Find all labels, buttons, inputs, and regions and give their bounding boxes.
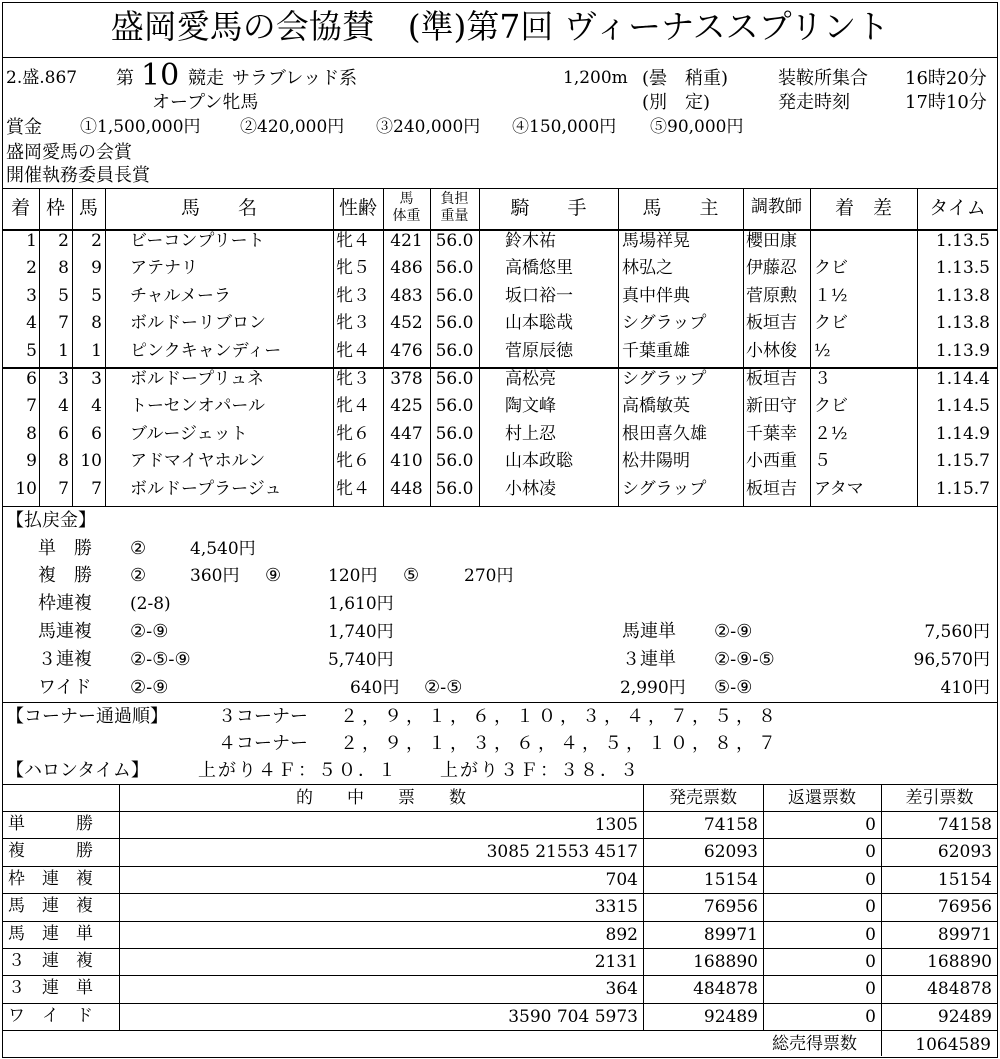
- result-waku: 4: [58, 396, 69, 416]
- start-time: 17時10分: [905, 92, 987, 113]
- total-label: 総売得票数: [772, 1034, 857, 1054]
- result-rank: 6: [26, 369, 37, 389]
- furlong-last4f: 上がり４Ｆ：５０．１: [198, 760, 398, 781]
- result-owner: 高橋敏英: [622, 396, 690, 416]
- race-number: 10: [141, 58, 180, 93]
- ticket-net: 89971: [937, 925, 992, 945]
- result-wt: 56.0: [435, 479, 474, 499]
- result-waku: 3: [58, 369, 69, 389]
- result-jockey: 鈴木祐: [505, 231, 556, 251]
- result-sexage: 牝６: [336, 424, 370, 444]
- result-horse: アテナリ: [130, 258, 198, 278]
- result-sexage: 牝４: [336, 396, 370, 416]
- result-horse: チャルメーラ: [130, 286, 231, 306]
- header-jockey: 騎 手: [510, 197, 587, 219]
- result-rank: 10: [15, 479, 37, 499]
- ticket-hits: 3085 21553 4517: [486, 842, 638, 862]
- result-uma: 3: [91, 369, 102, 389]
- result-bw: 483: [390, 286, 423, 306]
- result-waku: 8: [58, 258, 69, 278]
- umatan-combo: ②-⑨: [714, 621, 753, 642]
- prize-label: 賞金: [6, 117, 42, 138]
- ticket-hits: 704: [605, 870, 638, 890]
- ticket-type: ワ イ ド: [8, 1006, 93, 1026]
- result-owner: シグラップ: [622, 313, 707, 333]
- result-time: 1.13.8: [935, 286, 990, 306]
- result-bw: 410: [390, 451, 423, 471]
- result-rank: 3: [26, 286, 37, 306]
- result-horse: ボルドーリブロン: [130, 313, 266, 333]
- header-waku: 枠: [45, 197, 65, 219]
- race-weight-rule: (別 定): [642, 92, 711, 113]
- result-waku: 8: [58, 451, 69, 471]
- ticket-sold: 62093: [703, 842, 758, 862]
- wide-combo-2: ②-⑤: [424, 677, 463, 698]
- result-trainer: 櫻田康: [746, 231, 797, 251]
- result-uma: 10: [80, 451, 102, 471]
- result-trainer: 板垣吉: [746, 369, 797, 389]
- result-waku: 2: [58, 231, 69, 251]
- result-sexage: 牝５: [336, 258, 370, 278]
- result-wt: 56.0: [435, 451, 474, 471]
- result-bw: 452: [390, 313, 423, 333]
- header-uma: 馬: [78, 197, 98, 219]
- result-rank: 8: [26, 424, 37, 444]
- row-divider: [2, 948, 998, 949]
- ticket-sold: 168890: [693, 952, 758, 972]
- wide-amount-3: 410円: [940, 678, 990, 698]
- result-time: 1.14.4: [935, 369, 990, 389]
- sanrentan-amount: 96,570円: [913, 650, 990, 670]
- result-horse: ビーコンプリート: [130, 231, 265, 251]
- row-divider: [2, 1003, 998, 1004]
- ticket-hits: 1305: [594, 815, 638, 835]
- race-distance: 1,200m: [563, 68, 628, 88]
- result-margin: アタマ: [814, 479, 864, 499]
- ticket-refund: 0: [865, 897, 876, 917]
- wide-combo-3: ⑤-⑨: [714, 677, 753, 698]
- sanrentan-combo: ②-⑨-⑤: [714, 649, 775, 670]
- wide-amount-1: 640円: [350, 678, 400, 698]
- ticket-type: 馬 連 単: [8, 924, 93, 944]
- ticket-type: 馬 連 複: [8, 896, 93, 916]
- wide-combo-1: ②-⑨: [130, 677, 169, 698]
- header-horse: 馬 名: [180, 197, 257, 219]
- furlong-label: 【ハロンタイム】: [6, 760, 149, 781]
- fukusho-combo-3: ⑤: [403, 565, 420, 586]
- result-trainer: 板垣吉: [746, 313, 797, 333]
- race-kyoso: 競走: [188, 68, 224, 89]
- corner-3-order: ２，９，１，６，１０，３，４，７，５，８: [340, 706, 780, 727]
- ticket-net: 168890: [927, 952, 992, 972]
- tansho-label: 単 勝: [38, 538, 92, 559]
- result-jockey: 山本聡哉: [505, 313, 573, 333]
- furlong-last3f: 上がり３Ｆ：３８．３: [440, 760, 640, 781]
- result-wt: 56.0: [435, 396, 474, 416]
- wakuren-label: 枠連複: [38, 593, 92, 614]
- result-rank: 4: [26, 313, 37, 333]
- prize-extra-1: 盛岡愛馬の会賞: [6, 142, 132, 163]
- ticket-sold: 484878: [693, 979, 758, 999]
- results-top-line: [2, 188, 998, 189]
- result-owner: 千葉重雄: [622, 341, 690, 361]
- ticket-refund: 0: [865, 952, 876, 972]
- result-margin: クビ: [814, 396, 848, 416]
- tickets-header-refund: 返還票数: [788, 788, 856, 808]
- result-owner: 林弘之: [622, 258, 673, 278]
- umaren-combo: ②-⑨: [130, 621, 169, 642]
- result-margin: クビ: [814, 258, 848, 278]
- result-waku: 7: [58, 313, 69, 333]
- result-sexage: 牝４: [336, 341, 370, 361]
- result-jockey: 坂口裕一: [505, 286, 573, 306]
- payout-bottom-line: [2, 702, 998, 703]
- result-trainer: 伊藤忍: [746, 258, 797, 278]
- fukusho-amount-3: 270円: [464, 566, 514, 586]
- prize-3: ③240,000円: [376, 117, 481, 137]
- ticket-net: 74158: [937, 815, 992, 835]
- row-divider: [2, 921, 998, 922]
- sanrenpuku-label: ３連複: [38, 649, 92, 670]
- ticket-net: 92489: [937, 1007, 992, 1027]
- sanrentan-label: ３連単: [622, 649, 676, 670]
- ticket-type: 複 勝: [8, 841, 93, 861]
- result-uma: 9: [91, 258, 102, 278]
- result-sexage: 牝４: [336, 231, 370, 251]
- ticket-refund: 0: [865, 925, 876, 945]
- result-uma: 5: [91, 286, 102, 306]
- result-horse: ピンクキャンディー: [130, 341, 282, 361]
- tickets-header-sold: 発売票数: [669, 788, 737, 808]
- result-jockey: 小林凌: [505, 479, 556, 499]
- result-trainer: 板垣吉: [746, 479, 797, 499]
- page-title: 盛岡愛馬の会協賛 (準)第7回 ヴィーナススプリント: [110, 7, 890, 46]
- wide-amount-2: 2,990円: [620, 678, 686, 698]
- result-horse: アドマイヤホルン: [130, 451, 266, 471]
- result-sexage: 牝４: [336, 479, 370, 499]
- result-sexage: 牝３: [336, 286, 370, 306]
- row-divider: [2, 893, 998, 894]
- corner-label: 【コーナー通過順】: [6, 706, 168, 727]
- header-wt-1: 負担: [440, 191, 469, 207]
- ticket-refund: 0: [865, 979, 876, 999]
- result-horse: トーセンオパール: [130, 396, 265, 416]
- result-waku: 6: [58, 424, 69, 444]
- tickets-bottom-line: [2, 1030, 998, 1031]
- ticket-refund: 0: [865, 842, 876, 862]
- result-uma: 1: [91, 341, 102, 361]
- header-rank: 着: [10, 197, 30, 219]
- ticket-type: 単 勝: [8, 814, 93, 834]
- prize-4: ④150,000円: [512, 117, 617, 137]
- row-divider: [2, 866, 998, 867]
- result-bw: 421: [390, 231, 423, 251]
- result-horse: ボルドープリュネ: [130, 369, 264, 389]
- result-wt: 56.0: [435, 231, 474, 251]
- result-bw: 425: [390, 396, 423, 416]
- header-bw-2: 体重: [392, 208, 421, 224]
- corner-3-label: ３コーナー: [218, 706, 308, 727]
- result-uma: 6: [91, 424, 102, 444]
- tansho-combo: ②: [130, 538, 147, 559]
- header-bw-1: 馬: [399, 191, 414, 207]
- result-time: 1.13.9: [935, 341, 990, 361]
- results-bottom-line: [2, 506, 998, 507]
- race-code: 2.盛.867: [6, 68, 78, 88]
- wide-label: ワイド: [38, 677, 92, 698]
- result-wt: 56.0: [435, 369, 474, 389]
- result-uma: 2: [91, 231, 102, 251]
- row-divider: [2, 838, 998, 839]
- ticket-sold: 74158: [703, 815, 758, 835]
- umaren-label: 馬連複: [38, 621, 92, 642]
- result-horse: ボルドープラージュ: [130, 479, 282, 499]
- result-wt: 56.0: [435, 258, 474, 278]
- result-rank: 2: [26, 258, 37, 278]
- corner-4-label: ４コーナー: [218, 733, 308, 754]
- wakuren-amount: 1,610円: [328, 594, 394, 614]
- ticket-hits: 892: [605, 925, 638, 945]
- result-jockey: 村上忍: [505, 424, 556, 444]
- fukusho-combo-1: ②: [130, 565, 147, 586]
- result-time: 1.13.5: [935, 231, 990, 251]
- result-uma: 7: [91, 479, 102, 499]
- corner-4-order: ２，９，１，３，６，４，５，１０，８，７: [340, 733, 780, 754]
- result-bw: 448: [390, 479, 423, 499]
- race-dai: 第: [116, 68, 134, 89]
- header-sexage: 性齢: [338, 197, 377, 219]
- result-time: 1.15.7: [935, 451, 990, 471]
- tansho-amount: 4,540円: [190, 539, 256, 559]
- sanrenpuku-combo: ②-⑤-⑨: [130, 649, 191, 670]
- prize-2: ②420,000円: [240, 117, 345, 137]
- result-jockey: 陶文峰: [505, 396, 556, 416]
- result-bw: 378: [390, 369, 423, 389]
- result-sexage: 牝３: [336, 369, 370, 389]
- fukusho-combo-2: ⑨: [265, 565, 282, 586]
- header-trainer: 調教師: [751, 197, 802, 217]
- result-waku: 1: [58, 341, 69, 361]
- result-owner: 真中伴典: [622, 286, 690, 306]
- result-jockey: 高松亮: [505, 369, 556, 389]
- umatan-amount: 7,560円: [924, 622, 990, 642]
- result-wt: 56.0: [435, 341, 474, 361]
- start-label: 発走時刻: [778, 92, 850, 113]
- umaren-amount: 1,740円: [328, 622, 394, 642]
- result-uma: 4: [91, 396, 102, 416]
- result-time: 1.14.5: [935, 396, 990, 416]
- result-margin: ２½: [814, 424, 848, 444]
- payout-header: 【払戻金】: [6, 510, 96, 531]
- result-wt: 56.0: [435, 313, 474, 333]
- ticket-net: 484878: [927, 979, 992, 999]
- ticket-hits: 2131: [594, 952, 638, 972]
- row-divider: [2, 975, 998, 976]
- ticket-hits: 3315: [594, 897, 638, 917]
- ticket-net: 76956: [937, 897, 992, 917]
- assembly-time: 16時20分: [905, 68, 987, 89]
- result-wt: 56.0: [435, 424, 474, 444]
- tickets-header-line: [2, 811, 998, 812]
- ticket-net: 62093: [937, 842, 992, 862]
- result-owner: 松井陽明: [622, 451, 690, 471]
- result-owner: シグラップ: [622, 479, 707, 499]
- ticket-net: 15154: [937, 870, 992, 890]
- ticket-sold: 15154: [703, 870, 758, 890]
- ticket-sold: 76956: [703, 897, 758, 917]
- sanrenpuku-amount: 5,740円: [328, 650, 394, 670]
- result-jockey: 高橋悠里: [505, 258, 573, 278]
- result-waku: 5: [58, 286, 69, 306]
- result-time: 1.13.5: [935, 258, 990, 278]
- prize-extra-2: 開催執務委員長賞: [6, 165, 150, 186]
- result-bw: 476: [390, 341, 423, 361]
- result-margin: ３: [814, 369, 831, 389]
- result-uma: 8: [91, 313, 102, 333]
- result-horse: ブルージェット: [130, 424, 248, 444]
- fukusho-amount-1: 360円: [190, 566, 240, 586]
- fukusho-amount-2: 120円: [328, 566, 378, 586]
- result-sexage: 牝６: [336, 451, 370, 471]
- result-time: 1.15.7: [935, 479, 990, 499]
- tickets-header-net: 差引票数: [905, 788, 974, 808]
- wakuren-combo: (2-8): [130, 594, 171, 614]
- ticket-type: ３ 連 複: [8, 951, 93, 971]
- result-rank: 9: [26, 451, 37, 471]
- header-margin: 着 差: [834, 197, 892, 219]
- result-time: 1.13.8: [935, 313, 990, 333]
- result-owner: 馬場祥晃: [622, 231, 690, 251]
- result-waku: 7: [58, 479, 69, 499]
- race-weather: (曇 稍重): [642, 68, 729, 89]
- umatan-label: 馬連単: [622, 621, 676, 642]
- assembly-label: 装鞍所集合: [778, 68, 868, 89]
- result-trainer: 新田守: [746, 396, 797, 416]
- prize-5: ⑤90,000円: [650, 117, 744, 137]
- ticket-type: ３ 連 単: [8, 978, 93, 998]
- ticket-hits: 3590 704 5973: [508, 1007, 638, 1027]
- result-rank: 1: [26, 231, 37, 251]
- result-sexage: 牝３: [336, 313, 370, 333]
- total-value: 1064589: [915, 1035, 991, 1055]
- prize-1: ①1,500,000円: [80, 117, 201, 137]
- result-owner: 根田喜久雄: [622, 424, 707, 444]
- result-time: 1.14.9: [935, 424, 990, 444]
- result-margin: ½: [814, 341, 831, 361]
- result-wt: 56.0: [435, 286, 474, 306]
- race-class: オープン牝馬: [152, 92, 259, 113]
- header-wt-2: 重量: [440, 208, 469, 224]
- fukusho-label: 複 勝: [38, 565, 92, 586]
- ticket-sold: 89971: [703, 925, 758, 945]
- race-breed: サラブレッド系: [232, 68, 358, 89]
- result-rank: 7: [26, 396, 37, 416]
- tickets-header-hits: 的 中 票 数: [296, 788, 466, 808]
- header-time: タイム: [929, 197, 986, 219]
- result-bw: 486: [390, 258, 423, 278]
- ticket-hits: 364: [605, 979, 638, 999]
- header-owner: 馬 主: [642, 197, 719, 219]
- ticket-refund: 0: [865, 815, 876, 835]
- result-margin: ５: [814, 451, 831, 471]
- result-trainer: 菅原勲: [746, 286, 797, 306]
- result-jockey: 山本政聡: [505, 451, 573, 471]
- result-trainer: 小林俊: [746, 341, 797, 361]
- tickets-top-line: [2, 784, 998, 785]
- result-owner: シグラップ: [622, 369, 707, 389]
- ticket-refund: 0: [865, 1007, 876, 1027]
- result-bw: 447: [390, 424, 423, 444]
- result-rank: 5: [26, 341, 37, 361]
- result-margin: クビ: [814, 313, 848, 333]
- result-margin: １½: [814, 286, 848, 306]
- ticket-type: 枠 連 複: [8, 869, 93, 889]
- ticket-sold: 92489: [703, 1007, 758, 1027]
- result-trainer: 小西重: [746, 451, 797, 471]
- result-jockey: 菅原辰徳: [505, 341, 573, 361]
- ticket-refund: 0: [865, 870, 876, 890]
- result-trainer: 千葉幸: [746, 424, 797, 444]
